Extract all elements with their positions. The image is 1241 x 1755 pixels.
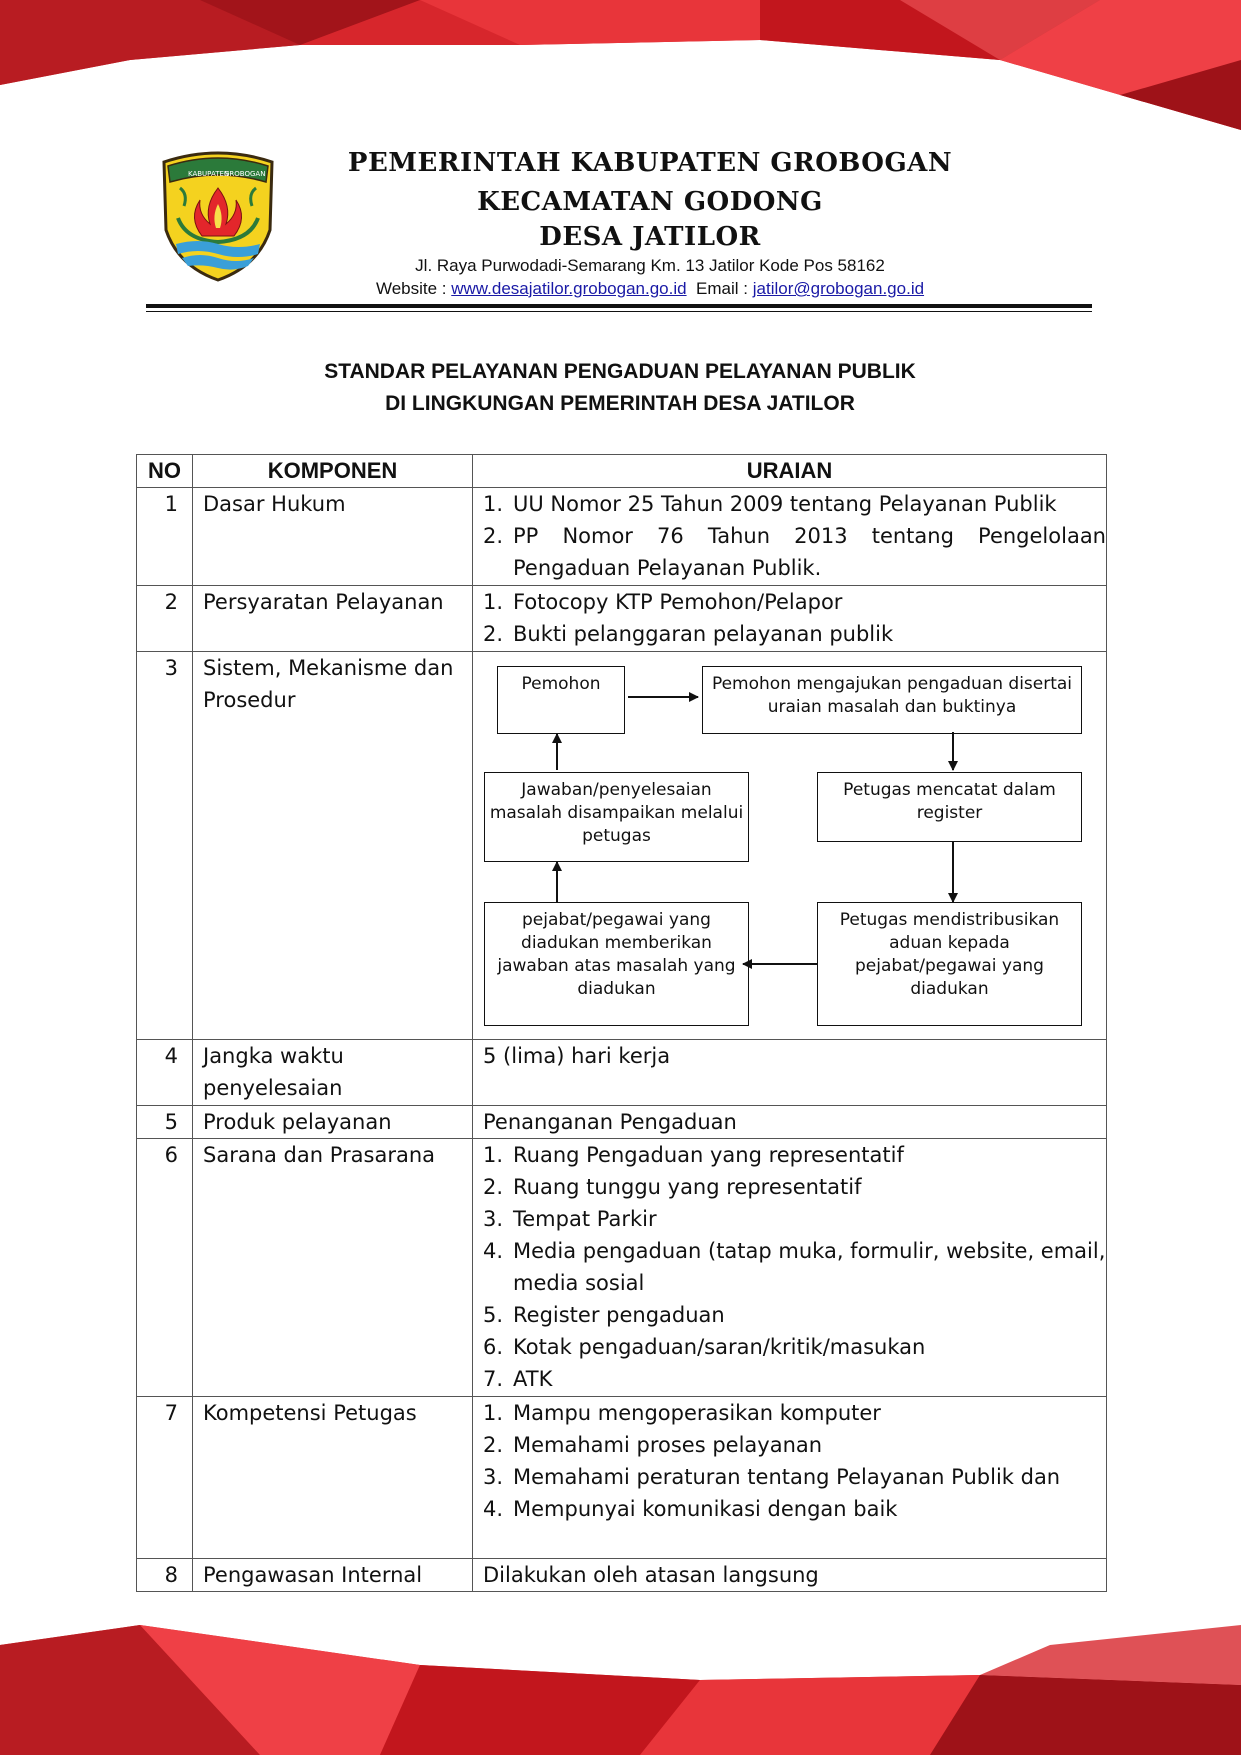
table-header-row — [137, 455, 1107, 488]
row-no: 4 — [137, 1040, 193, 1106]
row-no: 5 — [137, 1106, 193, 1139]
kop-line-3: DESA JATILOR — [539, 222, 761, 252]
row-no: 2 — [137, 586, 193, 652]
kabupaten-grobogan-logo — [158, 148, 278, 282]
document-title-line-1: STANDAR PELAYANAN PENGADUAN PELAYANAN PUBLIK — [324, 360, 916, 383]
kop-contact — [290, 279, 1010, 299]
list-item: 1. Fotocopy KTP Pemohon/Pelapor — [483, 590, 843, 614]
flow-box-menjawab: pejabat/pegawai yang diadukan memberikan jawaban atas masalah yang diadukan — [484, 902, 749, 1026]
table-row — [137, 1106, 1107, 1139]
row-uraian: Penanganan Pengaduan — [473, 1106, 1107, 1139]
list-item: 1. UU Nomor 25 Tahun 2009 tentang Pelayanan Publik — [483, 492, 1057, 516]
header-decoration — [0, 0, 1241, 140]
website-label: Website : — [375, 279, 447, 298]
list-item: 3. Memahami peraturan tentang Pelayanan Publik dan — [483, 1465, 1061, 1489]
row-no: 8 — [137, 1559, 193, 1592]
list-item: 7. ATK — [483, 1367, 553, 1391]
list-item: 1. Mampu mengoperasikan komputer — [483, 1401, 881, 1425]
list-item: 3. Tempat Parkir — [483, 1207, 657, 1231]
row-komponen: Produk pelayanan — [193, 1106, 473, 1139]
row-komponen: Dasar Hukum — [193, 488, 473, 586]
list-item: 2. Ruang tunggu yang representatif — [483, 1175, 862, 1199]
kop-address: Jl. Raya Purwodadi-Semarang Km. 13 Jatilor Kode Pos 58162 — [415, 256, 885, 275]
list-item: 5. Register pengaduan — [483, 1303, 725, 1327]
standar-pelayanan-table — [136, 454, 1107, 1592]
row-no: 6 — [137, 1139, 193, 1397]
website-link[interactable]: www.desajatilor.grobogan.go.id — [451, 279, 687, 298]
table-row — [137, 1040, 1107, 1106]
flow-box-mendistribusikan: Petugas mendistribusikan aduan kepada pejabat/pegawai yang diadukan — [817, 902, 1082, 1026]
list-item: 2. Bukti pelanggaran pelayanan publik — [483, 622, 894, 646]
flow-box-mengajukan: Pemohon mengajukan pengaduan disertai uraian masalah dan buktinya — [702, 666, 1082, 734]
row-komponen: Jangka waktu penyelesaian — [193, 1040, 473, 1106]
row-uraian — [473, 586, 1107, 652]
logo-text-left: KABUPATEN — [188, 170, 230, 178]
row-uraian — [473, 1397, 1107, 1559]
row-no: 3 — [137, 652, 193, 1040]
list-item: 2. Memahami proses pelayanan — [483, 1433, 823, 1457]
footer-decoration — [0, 1625, 1241, 1755]
flow-box-mencatat: Petugas mencatat dalam register — [817, 772, 1082, 842]
row-uraian — [473, 1139, 1107, 1397]
kop-line-1: PEMERINTAH KABUPATEN GROBOGAN — [347, 148, 953, 178]
table-row — [137, 1397, 1107, 1559]
kop-line-2: KECAMATAN GODONG — [477, 187, 823, 217]
row-komponen: Persyaratan Pelayanan — [193, 586, 473, 652]
table-row — [137, 586, 1107, 652]
complaint-flowchart — [473, 652, 1093, 1032]
row-komponen: Pengawasan Internal — [193, 1559, 473, 1592]
table-row — [137, 652, 1107, 1040]
logo-text-right: GROBOGAN — [224, 170, 266, 178]
list-item: 6. Kotak pengaduan/saran/kritik/masukan — [483, 1335, 926, 1359]
letterhead-rule-thin — [146, 311, 1092, 312]
header-komponen: KOMPONEN — [193, 455, 473, 488]
table-row — [137, 1139, 1107, 1397]
list-item: 2. PP Nomor 76 Tahun 2013 tentang Pengelolaan Pengaduan Pelayanan Publik. — [483, 524, 1106, 580]
letterhead-rule-thick — [146, 304, 1092, 308]
row-komponen: Sistem, Mekanisme dan Prosedur — [193, 652, 473, 1040]
list-item: 4. Mempunyai komunikasi dengan baik — [483, 1497, 898, 1521]
row-uraian — [473, 488, 1107, 586]
row-komponen: Sarana dan Prasarana — [193, 1139, 473, 1397]
row-uraian: Dilakukan oleh atasan langsung — [473, 1559, 1107, 1592]
flow-box-jawaban: Jawaban/penyelesaian masalah disampaikan melalui petugas — [484, 772, 749, 862]
row-uraian: 5 (lima) hari kerja — [473, 1040, 1107, 1106]
list-item: 4. Media pengaduan (tatap muka, formulir, website, email, media sosial — [483, 1239, 1106, 1295]
header-uraian: URAIAN — [473, 455, 1107, 488]
table-row — [137, 488, 1107, 586]
header-no: NO — [137, 455, 193, 488]
email-label: Email : — [696, 279, 748, 298]
row-no: 7 — [137, 1397, 193, 1559]
row-uraian-flowchart — [473, 652, 1107, 1040]
email-link[interactable]: jatilor@grobogan.go.id — [752, 279, 925, 298]
flow-box-pemohon: Pemohon — [497, 666, 625, 734]
table-row — [137, 1559, 1107, 1592]
list-item: 1. Ruang Pengaduan yang representatif — [483, 1143, 904, 1167]
row-komponen: Kompetensi Petugas — [193, 1397, 473, 1559]
row-no: 1 — [137, 488, 193, 586]
document-title-line-2: DI LINGKUNGAN PEMERINTAH DESA JATILOR — [385, 392, 855, 415]
